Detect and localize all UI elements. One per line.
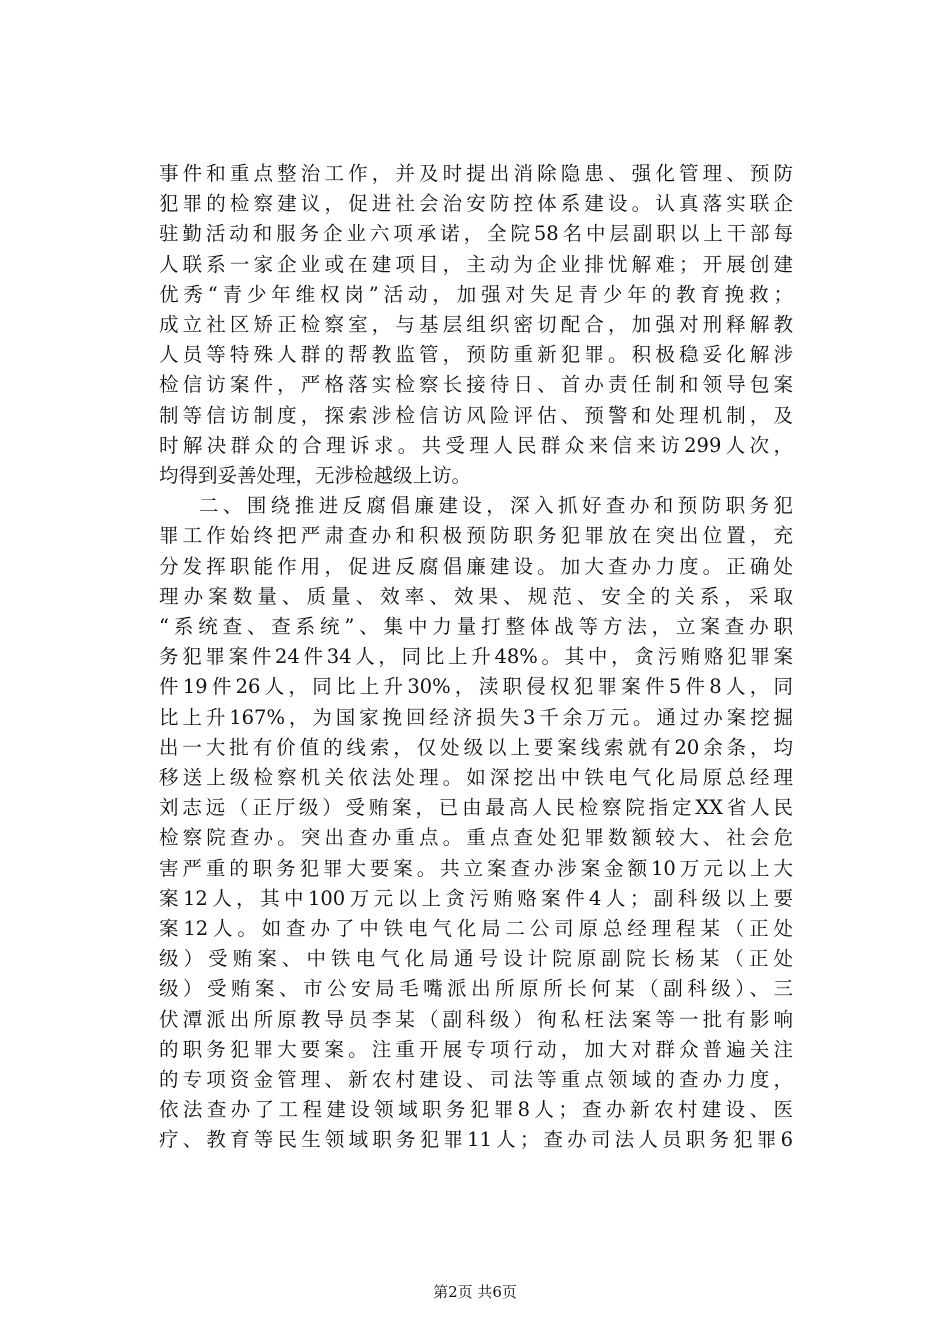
- text-line: 疗、教育等民生领域职务犯罪11人；查办司法人员职务犯罪6: [159, 1128, 793, 1152]
- text-line: 人员等特殊人群的帮教监管，预防重新犯罪。积极稳妥化解涉: [159, 343, 793, 367]
- text-line: 时解决群众的合理诉求。共受理人民群众来信来访299人次，: [159, 433, 793, 457]
- text-line: 案12人。如查办了中铁电气化局二公司原总经理程某（正处: [159, 917, 793, 940]
- text-line: 二、围绕推进反腐倡廉建设，深入抓好查办和预防职务犯: [199, 494, 793, 518]
- text-line: 移送上级检察机关依法处理。如深挖出中铁电气化局原总经理: [159, 766, 793, 789]
- text-line: 比上升167%，为国家挽回经济损失3千余万元。通过办案挖掘: [159, 705, 793, 729]
- text-line: 分发挥职能作用，促进反腐倡廉建设。加大查办力度。正确处: [159, 554, 793, 578]
- text-line: 级）受贿案、中铁电气化局通号设计院原副院长杨某（正处: [159, 947, 793, 971]
- text-line: 伏潭派出所原教导员李某（副科级）徇私枉法案等一批有影响: [159, 1007, 793, 1031]
- text-line: 检察院查办。突出查办重点。重点查处犯罪数额较大、社会危: [159, 826, 793, 850]
- text-line: “系统查、查系统”、集中力量打整体战等方法，立案查办职: [159, 615, 793, 638]
- text-line: 均得到妥善处理，无涉检越级上访。: [159, 464, 472, 487]
- text-line: 事件和重点整治工作，并及时提出消除隐患、强化管理、预防: [159, 162, 793, 185]
- text-line: 级）受贿案、市公安局毛嘴派出所原所长何某（副科级）、三: [159, 977, 793, 1001]
- text-line: 案12人，其中100万元以上贪污贿赂案件4人；副科级以上要: [159, 886, 793, 910]
- text-line: 的职务犯罪大要案。注重开展专项行动，加大对群众普遍关注: [159, 1037, 793, 1061]
- text-line: 理办案数量、质量、效率、效果、规范、安全的关系，采取: [159, 584, 793, 608]
- text-line: 件19件26人，同比上升30%，渎职侵权犯罪案件5件8人，同: [159, 675, 793, 699]
- text-line: 驻勤活动和服务企业六项承诺，全院58名中层副职以上干部每: [159, 222, 793, 246]
- text-line: 的专项资金管理、新农村建设、司法等重点领域的查办力度，: [159, 1068, 793, 1091]
- text-line: 刘志远（正厅级）受贿案，已由最高人民检察院指定XX省人民: [159, 796, 793, 820]
- text-line: 依法查办了工程建设领域职务犯罪8人；查办新农村建设、医: [159, 1098, 793, 1122]
- page-footer: 第2页 共6页: [433, 1283, 517, 1301]
- text-line: 出一大批有价值的线索，仅处级以上要案线索就有20余条，均: [159, 735, 793, 759]
- text-line: 务犯罪案件24件34人，同比上升48%。其中，贪污贿赂犯罪案: [159, 645, 793, 669]
- text-line: 成立社区矫正检察室，与基层组织密切配合，加强对刑释解教: [159, 313, 793, 336]
- text-line: 害严重的职务犯罪大要案。共立案查办涉案金额10万元以上大: [159, 856, 793, 880]
- text-line: 制等信访制度，探索涉检信访风险评估、预警和处理机制，及: [159, 403, 793, 427]
- text-line: 检信访案件，严格落实检察长接待日、首办责任制和领导包案: [159, 373, 793, 397]
- text-line: 优秀“青少年维权岗”活动，加强对失足青少年的教育挽救；: [159, 282, 793, 306]
- text-line: 罪工作始终把严肃查办和积极预防职务犯罪放在突出位置，充: [159, 524, 793, 548]
- text-line: 犯罪的检察建议，促进社会治安防控体系建设。认真落实联企: [159, 192, 793, 216]
- text-line: 人联系一家企业或在建项目，主动为企业排忧解难；开展创建: [159, 252, 793, 276]
